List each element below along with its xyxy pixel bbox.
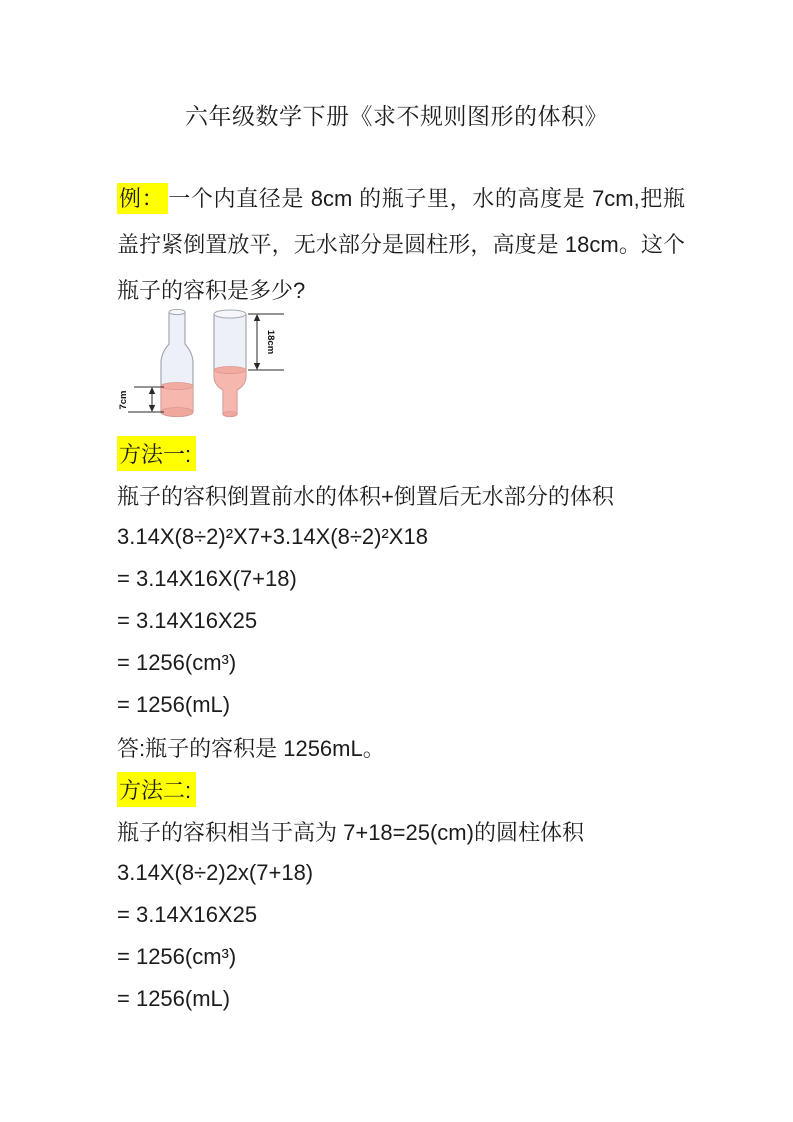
method1-line: = 1256(mL) — [117, 692, 231, 717]
method1-line: = 3.14X16X25 — [117, 608, 258, 633]
method1-answer: 答:瓶子的容积是 1256mL。 — [117, 735, 385, 761]
bottle-diagram — [116, 300, 326, 434]
solution-block — [117, 432, 685, 1020]
method2-heading: 方法二: — [117, 772, 196, 807]
bottle-mouth — [169, 309, 185, 314]
problem-text: 一个内直径是 8cm 的瓶子里，水的高度是 7cm,把瓶盖拧紧倒置放平，无水部分是圆柱形，高度是 18cm。这个瓶子的容积是多少? — [117, 186, 685, 303]
method1-line: 3.14X(8÷2)²X7+3.14X(8÷2)²X18 — [117, 524, 428, 549]
water-volume — [214, 370, 246, 417]
method1-line: = 1256(cm³) — [117, 650, 237, 675]
empty-height-label: 18cm — [265, 329, 276, 355]
method2-heading-row — [117, 768, 685, 810]
water-surface — [161, 383, 193, 390]
problem-statement — [117, 176, 685, 314]
method2-line: 瓶子的容积相当于高为 7+18=25(cm)的圆柱体积 — [117, 819, 584, 845]
cylinder-top — [214, 310, 246, 318]
water-dimension — [128, 387, 164, 412]
method2-line: = 1256(cm³) — [117, 944, 237, 969]
method2-line: 3.14X(8÷2)2x(7+18) — [117, 860, 314, 885]
bottle-figure — [116, 300, 326, 434]
method1-heading-row — [117, 432, 685, 474]
arrowhead-up — [254, 314, 260, 321]
method1-line: 瓶子的容积倒置前水的体积+倒置后无水部分的体积 — [117, 483, 614, 509]
water-height-label: 7cm — [118, 390, 129, 410]
arrowhead-down — [254, 363, 260, 370]
arrowhead-up — [149, 387, 155, 394]
method2-line: = 1256(mL) — [117, 986, 231, 1011]
method1-line: = 3.14X16X(7+18) — [117, 566, 297, 591]
page-title: 六年级数学下册《求不规则图形的体积》 — [185, 103, 608, 129]
arrowhead-down — [149, 405, 155, 412]
water-surface — [214, 367, 246, 374]
example-label: 例： — [117, 183, 168, 214]
neck-bottom — [223, 412, 237, 417]
method1-heading: 方法一: — [117, 436, 196, 471]
method2-line: = 3.14X16X25 — [117, 902, 258, 927]
bottle-bottom — [161, 408, 193, 417]
inverted-bottle — [214, 310, 284, 417]
upright-bottle — [118, 309, 193, 416]
